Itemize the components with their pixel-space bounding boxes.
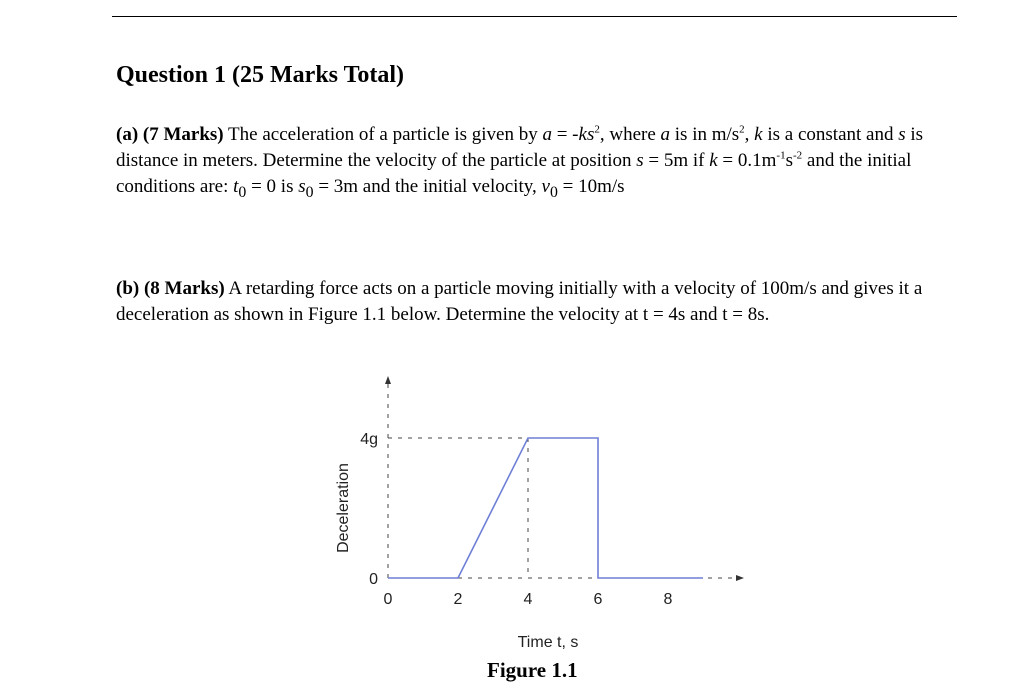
deceleration-series-line — [388, 438, 703, 578]
part-a-label: (a) (7 Marks) — [116, 124, 224, 145]
exponent: 2 — [594, 123, 600, 136]
part-a-text: = 10m/s — [557, 176, 625, 197]
part-a-text: is in m/s — [670, 124, 740, 145]
x-axis-arrow — [736, 575, 744, 581]
part-b-text: A retarding force acts on a particle moving initially with a velocity of 100m/s and gives it a deceleration as shown in Figure 1.1 below. Determine the velocity at t = 4s and t = 8s. — [116, 278, 923, 325]
exponent: -2 — [793, 149, 803, 162]
figure-caption: Figure 1.1 — [487, 658, 578, 682]
part-a-text: The acceleration of a particle is given by — [223, 124, 543, 145]
x-tick-label: 8 — [663, 591, 673, 608]
part-a-text: and the initial conditions are: — [116, 150, 912, 197]
part-a-text: = - — [551, 124, 579, 145]
x-tick-label: 4 — [523, 591, 533, 608]
y-tick-label: 4g — [360, 431, 378, 448]
subscript: 0 — [238, 183, 247, 201]
x-tick-label: 2 — [453, 591, 463, 608]
y-axis-label: Deceleration — [335, 463, 352, 553]
var-a: a — [660, 124, 671, 145]
x-tick-label: 0 — [383, 591, 393, 608]
part-a-text: , where — [599, 124, 661, 145]
var-s: s — [636, 150, 644, 171]
subscript: 0 — [549, 183, 558, 201]
var-v0: v — [541, 176, 550, 197]
var-ks: ks — [578, 124, 595, 145]
exponent: -1 — [776, 149, 786, 162]
y-tick-label: 0 — [369, 571, 378, 588]
subscript: 0 — [305, 183, 314, 201]
x-tick-label: 6 — [593, 591, 603, 608]
part-a-text: s — [785, 150, 793, 171]
part-a-text: = 0.1m — [717, 150, 777, 171]
var-t0: t — [233, 176, 239, 197]
var-k: k — [754, 124, 763, 145]
part-a-text: = 3m and the initial velocity, — [313, 176, 542, 197]
part-a-text: is distance in meters. Determine the velocity of the particle at position — [116, 124, 924, 171]
part-b-label: (b) (8 Marks) — [116, 278, 225, 299]
var-k: k — [709, 150, 718, 171]
var-s0: s — [298, 176, 306, 197]
exponent: 2 — [739, 123, 745, 136]
part-a-text: is a constant and — [762, 124, 899, 145]
question-title: Question 1 (25 Marks Total) — [116, 62, 405, 88]
x-axis-label: Time t, s — [517, 634, 579, 651]
part-a-text: , — [744, 124, 755, 145]
part-a-text: = 5m if — [643, 150, 710, 171]
var-s: s — [898, 124, 906, 145]
part-a-text: = 0 is — [246, 176, 299, 197]
y-axis-arrow — [385, 376, 391, 384]
var-a: a — [542, 124, 552, 145]
